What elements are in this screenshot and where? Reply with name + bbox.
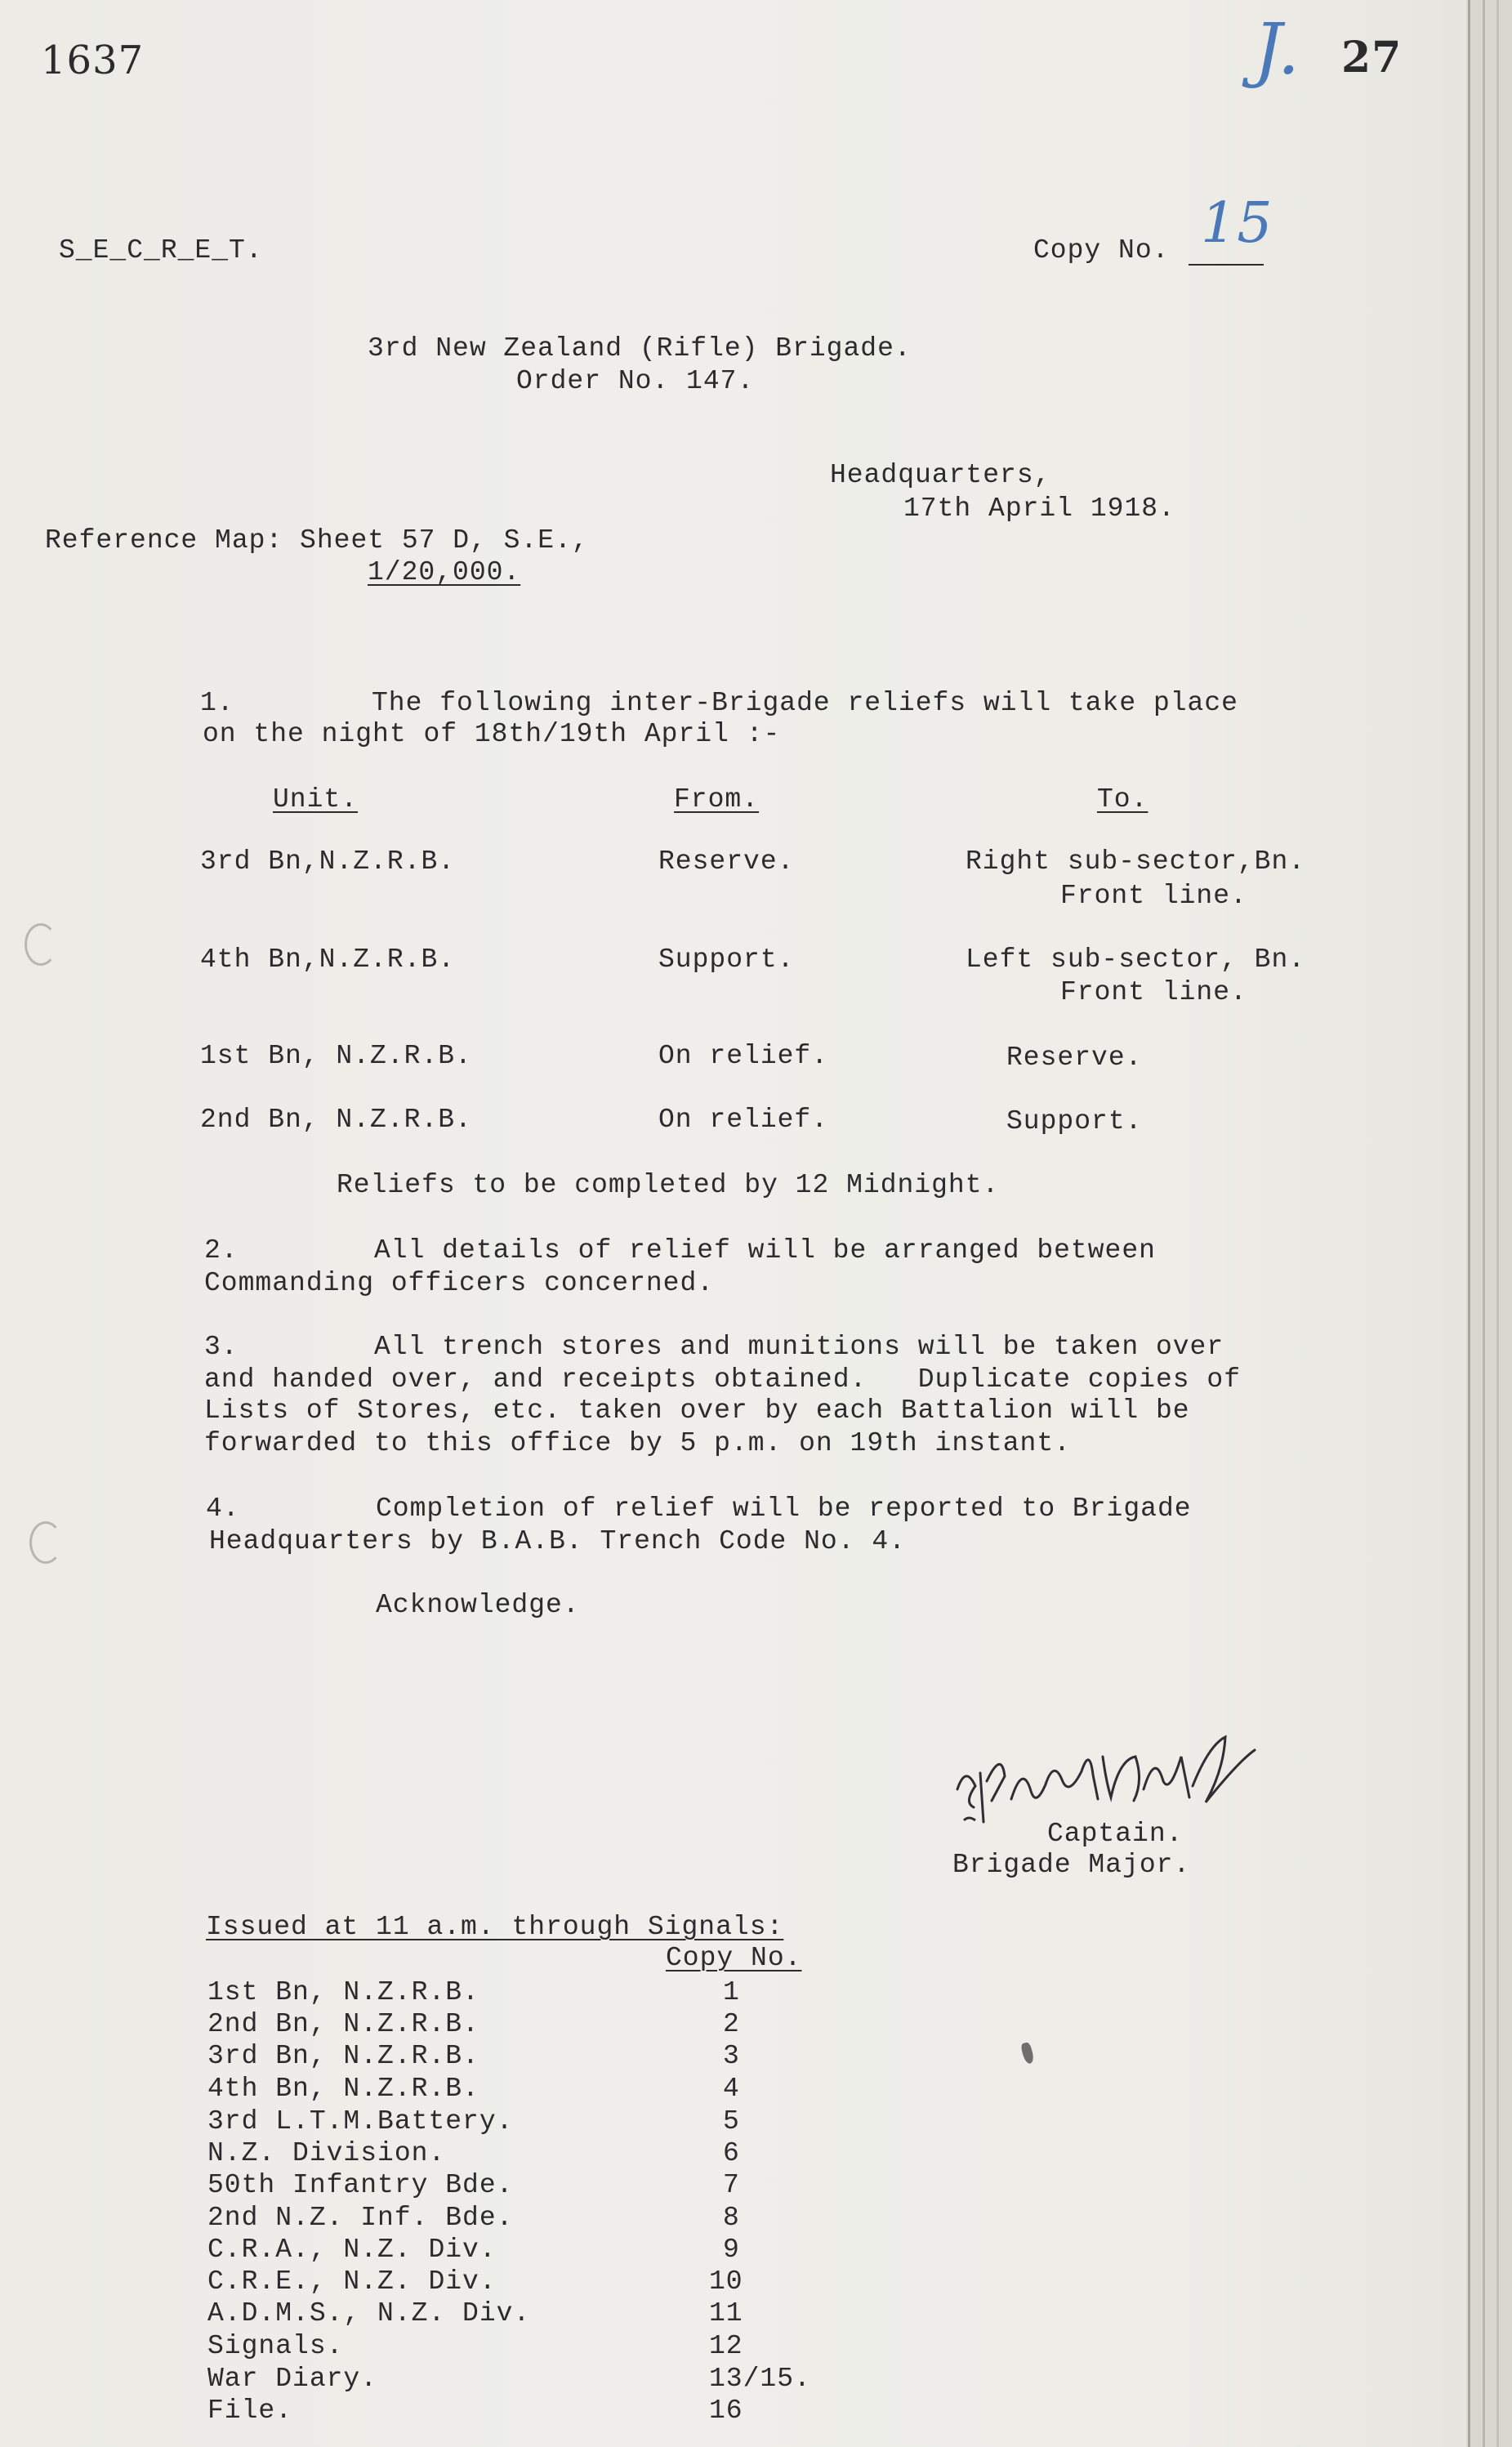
handwritten-signature: [948, 1724, 1291, 1830]
distribution-addressee: 3rd L.T.M.Battery.: [207, 2106, 514, 2137]
para2-number: 2.: [204, 1235, 239, 1266]
punch-hole: [29, 1521, 62, 1564]
col-header-from: From.: [674, 784, 760, 815]
heading-line2: Order No. 147.: [516, 366, 755, 396]
distribution-copy: 12: [709, 2331, 743, 2361]
punch-hole: [25, 923, 57, 966]
distribution-copy: 10: [709, 2266, 743, 2297]
para3-text: Lists of Stores, etc. taken over by each Battalion will be: [204, 1395, 1190, 1426]
relief-from: On relief.: [658, 1041, 829, 1071]
distribution-copy: 9: [723, 2235, 740, 2265]
signatory-rank: Captain.: [1047, 1819, 1184, 1849]
acknowledge: Acknowledge.: [376, 1590, 580, 1620]
reference-map: Reference Map: Sheet 57 D, S.E.,: [45, 525, 589, 556]
para2-text: All details of relief will be arranged between: [374, 1235, 1156, 1266]
relief-completion: Reliefs to be completed by 12 Midnight.: [337, 1170, 1000, 1200]
relief-from: Support.: [658, 944, 795, 975]
relief-from: On relief.: [658, 1105, 829, 1135]
order-date: 17th April 1918.: [903, 493, 1175, 524]
relief-unit: 1st Bn, N.Z.R.B.: [200, 1041, 472, 1071]
relief-to: Right sub-sector,Bn.: [966, 846, 1306, 877]
page-edge: [1483, 0, 1485, 2447]
distribution-copy: 13/15.: [709, 2364, 811, 2394]
page-edge: [1468, 0, 1470, 2447]
distribution-addressee: War Diary.: [207, 2364, 378, 2394]
relief-to: Front line.: [1060, 977, 1247, 1007]
para1-number: 1.: [200, 688, 234, 718]
distribution-addressee: A.D.M.S., N.Z. Div.: [207, 2298, 531, 2329]
relief-unit: 4th Bn,N.Z.R.B.: [200, 944, 456, 975]
archive-number: 1637: [41, 38, 145, 83]
distribution-addressee: 2nd N.Z. Inf. Bde.: [207, 2203, 514, 2233]
heading-line1: 3rd New Zealand (Rifle) Brigade.: [368, 333, 912, 364]
distribution-copy: 8: [723, 2203, 740, 2233]
distribution-addressee: 1st Bn, N.Z.R.B.: [207, 1977, 479, 2007]
distribution-copy: 4: [723, 2074, 740, 2104]
classification: S_E_C_R_E_T.: [59, 235, 263, 266]
relief-unit: 3rd Bn,N.Z.R.B.: [200, 846, 456, 877]
distribution-copy: 6: [723, 2138, 740, 2168]
distribution-copy: 1: [723, 1977, 740, 2007]
relief-from: Reserve.: [658, 846, 795, 877]
distribution-addressee: 50th Infantry Bde.: [207, 2170, 514, 2200]
copy-number: 15: [1201, 191, 1273, 256]
relief-unit: 2nd Bn, N.Z.R.B.: [200, 1105, 472, 1135]
relief-to: Reserve.: [1006, 1043, 1143, 1073]
distribution-addressee: C.R.E., N.Z. Div.: [207, 2266, 497, 2297]
distribution-addressee: 2nd Bn, N.Z.R.B.: [207, 2009, 479, 2039]
distribution-addressee: C.R.A., N.Z. Div.: [207, 2235, 497, 2265]
para1-text: on the night of 18th/19th April :-: [203, 719, 781, 749]
distribution-addressee: 3rd Bn, N.Z.R.B.: [207, 2041, 479, 2071]
relief-to: Left sub-sector, Bn.: [966, 944, 1306, 975]
relief-to: Front line.: [1060, 881, 1247, 911]
signatory-appointment: Brigade Major.: [952, 1850, 1191, 1880]
headquarters: Headquarters,: [830, 460, 1051, 490]
distribution-addressee: File.: [207, 2396, 293, 2426]
distribution-copy: 11: [709, 2298, 743, 2329]
para3-text: forwarded to this office by 5 p.m. on 19th instant.: [204, 1428, 1071, 1458]
para4-number: 4.: [206, 1494, 240, 1524]
distribution-copy: 3: [723, 2041, 740, 2071]
distribution-addressee: 4th Bn, N.Z.R.B.: [207, 2074, 479, 2104]
distribution-copy: 16: [709, 2396, 743, 2426]
copy-label: Copy No.: [1033, 235, 1170, 266]
distribution-copy-header: Copy No.: [666, 1943, 802, 1973]
distribution-addressee: N.Z. Division.: [207, 2138, 446, 2168]
distribution-copy: 5: [723, 2106, 740, 2137]
para4-text: Completion of relief will be reported to Brigade: [376, 1494, 1192, 1524]
page-number: 27: [1341, 33, 1403, 83]
distribution-heading: Issued at 11 a.m. through Signals:: [206, 1912, 784, 1942]
para1-text: The following inter-Brigade reliefs will take place: [372, 688, 1238, 718]
copy-number-line: [1189, 264, 1264, 266]
distribution-copy: 7: [723, 2170, 740, 2200]
para3-number: 3.: [204, 1332, 239, 1362]
page-edge: [1496, 0, 1499, 2447]
relief-to: Support.: [1006, 1106, 1143, 1136]
para3-text: and handed over, and receipts obtained. Duplicate copies of: [204, 1364, 1241, 1395]
map-scale: 1/20,000.: [368, 557, 521, 587]
para2-text: Commanding officers concerned.: [204, 1268, 715, 1298]
para4-text: Headquarters by B.A.B. Trench Code No. 4.: [209, 1526, 906, 1556]
para3-text: All trench stores and munitions will be taken over: [374, 1332, 1224, 1362]
distribution-addressee: Signals.: [207, 2331, 344, 2361]
page-mark: J.: [1254, 9, 1301, 91]
distribution-copy: 2: [723, 2009, 740, 2039]
col-header-unit: Unit.: [273, 784, 359, 815]
col-header-to: To.: [1097, 784, 1148, 815]
